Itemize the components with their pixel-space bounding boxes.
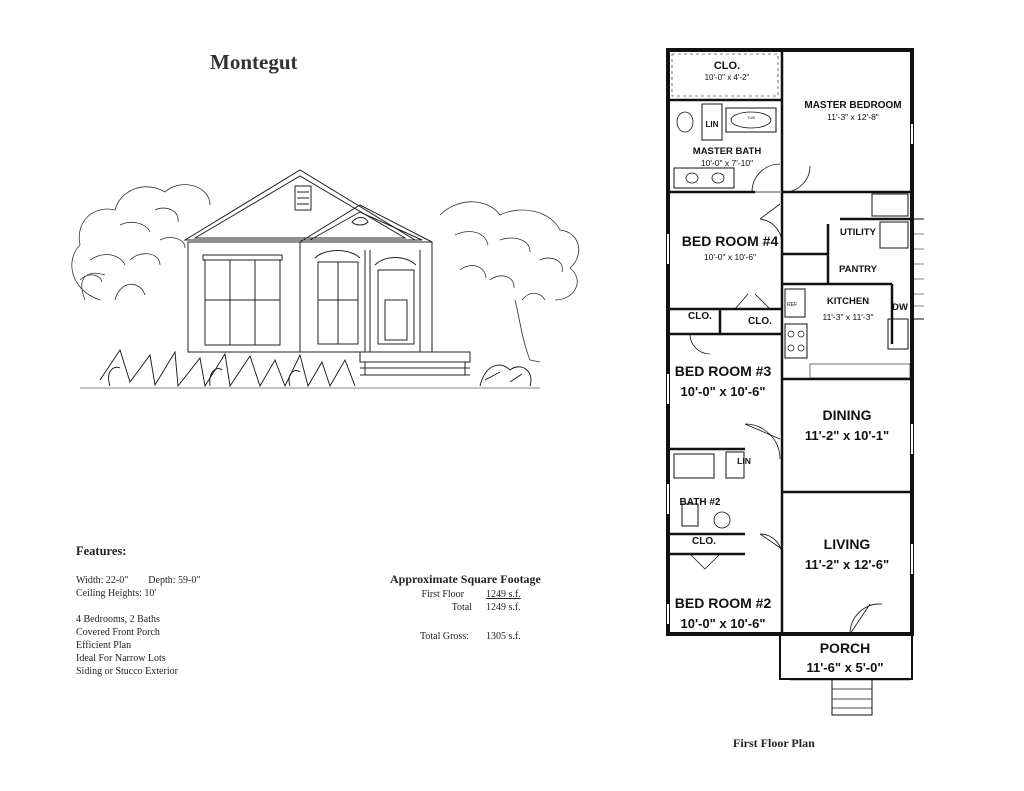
label-lin-1: LIN — [705, 120, 719, 129]
depth-value: Depth: 59-0" — [148, 575, 201, 586]
features-heading: Features: — [76, 544, 127, 558]
label-kitchen-dim: 11'-3" x 11'-3" — [822, 312, 874, 322]
dimensions-line — [76, 574, 200, 587]
ceiling-height: Ceiling Heights: 10' — [76, 588, 157, 599]
label-kitchen: KITCHEN — [826, 296, 870, 307]
label-living-dim: 11'-2" x 12'-6" — [804, 557, 890, 572]
total-value: 1249 s.f. — [486, 602, 521, 613]
label-bedroom-2: BED ROOM #2 — [674, 595, 772, 611]
label-master-bedroom: MASTER BEDROOM — [804, 100, 902, 111]
label-pantry: PANTRY — [839, 264, 877, 275]
total-gross-value: 1305 s.f. — [486, 631, 521, 642]
label-bath-2: BATH #2 — [679, 497, 721, 508]
porch-steps — [832, 679, 872, 715]
feature-item: Efficient Plan — [76, 640, 132, 651]
feature-item: Covered Front Porch — [76, 627, 160, 638]
label-bedroom-4: BED ROOM #4 — [681, 233, 779, 249]
feature-item: Ideal For Narrow Lots — [76, 653, 166, 664]
total-gross-label: Total Gross: — [419, 631, 469, 642]
label-clo-c: CLO. — [692, 536, 716, 547]
house-elevation-illustration — [60, 150, 600, 410]
label-bedroom-4-dim: 10'-0" x 10'-6" — [703, 252, 757, 262]
label-refrigerator: REF — [787, 302, 797, 308]
width-value: Width: 22-0" — [76, 575, 129, 586]
label-tub: TUB — [747, 115, 755, 120]
label-porch: PORCH — [819, 640, 871, 656]
label-bedroom-3-dim: 10'-0" x 10'-6" — [680, 384, 766, 399]
total-label: Total — [451, 602, 472, 613]
plan-caption: First Floor Plan — [733, 736, 815, 750]
house-body-icon — [185, 170, 470, 375]
right-tree-icon — [440, 202, 579, 362]
label-clo-master: CLO. — [713, 60, 741, 72]
label-clo-b: CLO. — [748, 316, 772, 327]
label-lin-2: LIN — [737, 456, 751, 466]
label-bedroom-2-dim: 10'-0" x 10'-6" — [680, 616, 766, 631]
label-bedroom-3: BED ROOM #3 — [674, 363, 772, 379]
label-master-bath: MASTER BATH — [692, 146, 762, 157]
label-master-bedroom-dim: 11'-3" x 12'-8" — [827, 112, 879, 122]
label-clo-master-dim: 10'-0" x 4'-2" — [704, 73, 750, 82]
feature-item: 4 Bedrooms, 2 Baths — [76, 614, 160, 625]
square-footage-heading: Approximate Square Footage — [390, 572, 541, 586]
label-dishwasher: DW — [892, 302, 908, 313]
label-dining: DINING — [822, 407, 872, 423]
feature-item: Siding or Stucco Exterior — [76, 666, 178, 677]
first-floor-value: 1249 s.f. — [486, 589, 521, 600]
first-floor-plan — [660, 44, 924, 728]
label-clo-a: CLO. — [688, 311, 712, 322]
label-porch-dim: 11'-6" x 5'-0" — [806, 660, 884, 675]
shrubs-icon — [80, 350, 540, 388]
label-master-bath-dim: 10'-0" x 7'-10" — [700, 158, 754, 168]
first-floor-label: First Floor — [421, 589, 464, 600]
label-dining-dim: 11'-2" x 10'-1" — [804, 428, 890, 443]
label-utility: UTILITY — [840, 227, 876, 238]
plan-title: Montegut — [210, 50, 298, 74]
label-living: LIVING — [823, 536, 871, 552]
